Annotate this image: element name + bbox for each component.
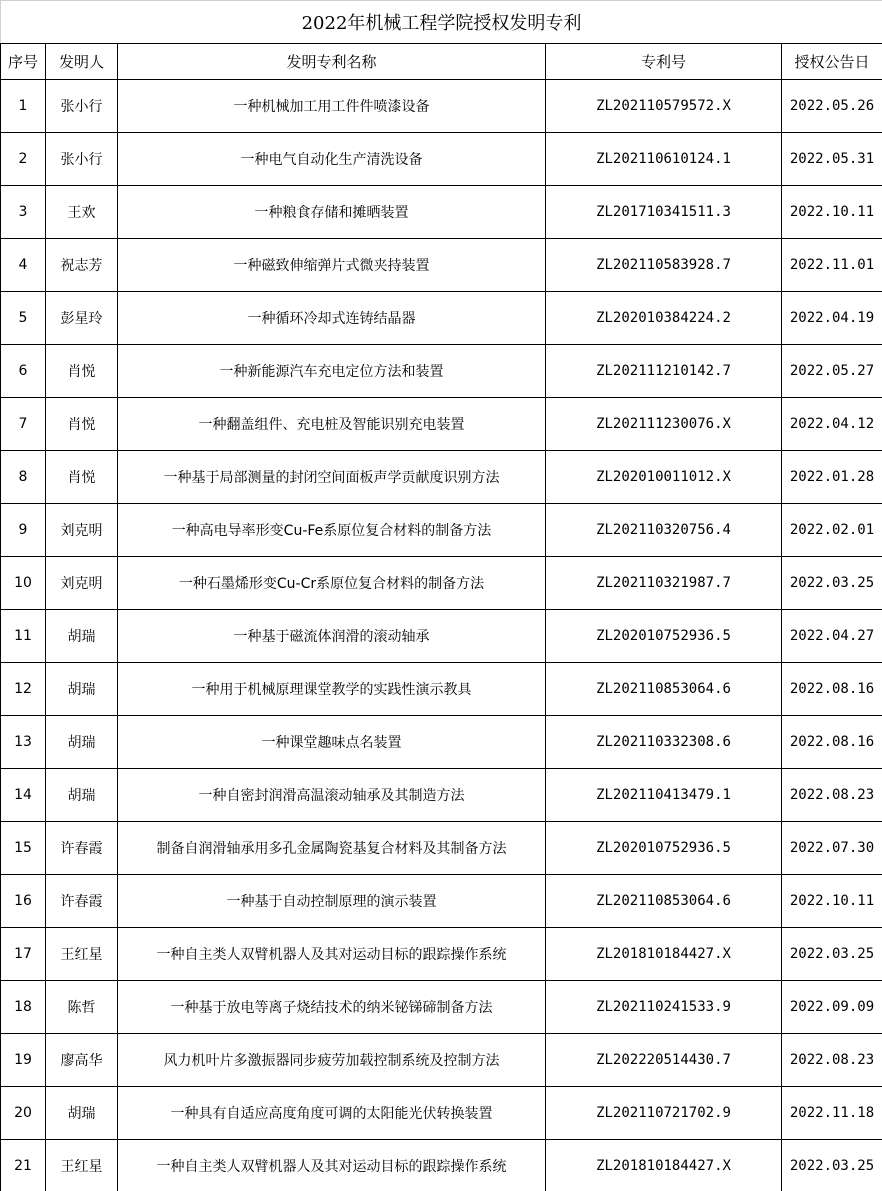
cell-grant-date: 2022.08.16 [782,663,882,716]
cell-inventor: 张小行 [46,80,118,133]
table-row [1,398,882,451]
cell-index: 12 [1,663,46,716]
cell-patent-number: ZL202110332308.6 [546,716,782,769]
cell-inventor: 肖悦 [46,345,118,398]
cell-index: 18 [1,981,46,1034]
cell-grant-date: 2022.11.01 [782,239,882,292]
table-row [1,928,882,981]
header-patent-name: 发明专利名称 [118,44,546,80]
cell-index: 5 [1,292,46,345]
table-row [1,1140,882,1191]
cell-patent-name: 一种电气自动化生产清洗设备 [118,133,546,186]
cell-index: 1 [1,80,46,133]
cell-patent-number: ZL202110321987.7 [546,557,782,610]
cell-grant-date: 2022.03.25 [782,557,882,610]
cell-patent-number: ZL202010752936.5 [546,822,782,875]
cell-inventor: 王红星 [46,1140,118,1191]
cell-index: 8 [1,451,46,504]
cell-patent-name: 一种具有自适应高度角度可调的太阳能光伏转换装置 [118,1087,546,1140]
cell-grant-date: 2022.11.18 [782,1087,882,1140]
cell-patent-number: ZL201810184427.X [546,1140,782,1191]
cell-patent-number: ZL202110583928.7 [546,239,782,292]
cell-patent-name: 一种基于放电等离子烧结技术的纳米铋锑碲制备方法 [118,981,546,1034]
cell-patent-number: ZL202110320756.4 [546,504,782,557]
cell-inventor: 胡瑞 [46,663,118,716]
table-row [1,822,882,875]
table-row [1,663,882,716]
cell-index: 3 [1,186,46,239]
table-row [1,239,882,292]
cell-grant-date: 2022.04.19 [782,292,882,345]
table-body [1,80,882,1191]
cell-index: 13 [1,716,46,769]
cell-grant-date: 2022.05.31 [782,133,882,186]
cell-inventor: 王欢 [46,186,118,239]
header-grant-date: 授权公告日 [782,44,882,80]
cell-grant-date: 2022.08.23 [782,1034,882,1087]
table-row [1,875,882,928]
cell-grant-date: 2022.05.26 [782,80,882,133]
cell-inventor: 刘克明 [46,504,118,557]
cell-grant-date: 2022.03.25 [782,928,882,981]
cell-patent-number: ZL202110853064.6 [546,663,782,716]
table-row [1,186,882,239]
cell-index: 6 [1,345,46,398]
cell-grant-date: 2022.01.28 [782,451,882,504]
cell-patent-number: ZL202010384224.2 [546,292,782,345]
cell-patent-name: 一种磁致伸缩弹片式微夹持装置 [118,239,546,292]
cell-inventor: 胡瑞 [46,1087,118,1140]
cell-inventor: 廖高华 [46,1034,118,1087]
cell-patent-number: ZL201710341511.3 [546,186,782,239]
header-patent-number: 专利号 [546,44,782,80]
cell-grant-date: 2022.08.16 [782,716,882,769]
cell-index: 9 [1,504,46,557]
table-row [1,292,882,345]
cell-index: 17 [1,928,46,981]
cell-inventor: 胡瑞 [46,769,118,822]
table-row [1,504,882,557]
cell-index: 10 [1,557,46,610]
cell-patent-number: ZL202010752936.5 [546,610,782,663]
cell-index: 7 [1,398,46,451]
cell-patent-name: 一种基于自动控制原理的演示装置 [118,875,546,928]
cell-patent-number: ZL202110610124.1 [546,133,782,186]
cell-patent-number: ZL202111230076.X [546,398,782,451]
cell-patent-number: ZL202110241533.9 [546,981,782,1034]
cell-patent-name: 一种机械加工用工件件喷漆设备 [118,80,546,133]
cell-grant-date: 2022.09.09 [782,981,882,1034]
cell-index: 11 [1,610,46,663]
header-row [1,44,882,80]
cell-grant-date: 2022.05.27 [782,345,882,398]
cell-inventor: 彭星玲 [46,292,118,345]
cell-patent-name: 一种用于机械原理课堂教学的实践性演示教具 [118,663,546,716]
cell-index: 21 [1,1140,46,1191]
table-title: 2022年机械工程学院授权发明专利 [1,1,882,44]
cell-grant-date: 2022.02.01 [782,504,882,557]
cell-index: 16 [1,875,46,928]
table-row [1,981,882,1034]
cell-inventor: 许春霞 [46,875,118,928]
cell-index: 19 [1,1034,46,1087]
cell-patent-number: ZL202110721702.9 [546,1087,782,1140]
cell-inventor: 刘克明 [46,557,118,610]
cell-patent-name: 一种粮食存储和摊晒装置 [118,186,546,239]
cell-inventor: 王红星 [46,928,118,981]
cell-patent-number: ZL202110853064.6 [546,875,782,928]
table-row [1,1034,882,1087]
cell-index: 20 [1,1087,46,1140]
cell-grant-date: 2022.03.25 [782,1140,882,1191]
cell-patent-number: ZL202111210142.7 [546,345,782,398]
header-inventor: 发明人 [46,44,118,80]
cell-patent-name: 一种翻盖组件、充电桩及智能识别充电装置 [118,398,546,451]
table-row [1,80,882,133]
table-row [1,557,882,610]
cell-patent-name: 制备自润滑轴承用多孔金属陶瓷基复合材料及其制备方法 [118,822,546,875]
cell-patent-number: ZL202220514430.7 [546,1034,782,1087]
cell-inventor: 肖悦 [46,398,118,451]
cell-index: 15 [1,822,46,875]
cell-index: 4 [1,239,46,292]
cell-inventor: 胡瑞 [46,610,118,663]
cell-grant-date: 2022.10.11 [782,186,882,239]
cell-patent-name: 一种基于局部测量的封闭空间面板声学贡献度识别方法 [118,451,546,504]
cell-patent-number: ZL201810184427.X [546,928,782,981]
table-row [1,716,882,769]
cell-patent-name: 一种高电导率形变Cu-Fe系原位复合材料的制备方法 [118,504,546,557]
table-row [1,133,882,186]
cell-patent-name: 一种基于磁流体润滑的滚动轴承 [118,610,546,663]
cell-inventor: 肖悦 [46,451,118,504]
cell-grant-date: 2022.04.27 [782,610,882,663]
cell-patent-name: 一种自主类人双臂机器人及其对运动目标的跟踪操作系统 [118,1140,546,1191]
cell-patent-name: 风力机叶片多激振器同步疲劳加载控制系统及控制方法 [118,1034,546,1087]
title-row [1,1,882,44]
cell-patent-number: ZL202110579572.X [546,80,782,133]
cell-index: 2 [1,133,46,186]
cell-grant-date: 2022.07.30 [782,822,882,875]
cell-grant-date: 2022.08.23 [782,769,882,822]
cell-patent-name: 一种循环冷却式连铸结晶器 [118,292,546,345]
cell-patent-name: 一种自密封润滑高温滚动轴承及其制造方法 [118,769,546,822]
cell-inventor: 许春霞 [46,822,118,875]
cell-inventor: 张小行 [46,133,118,186]
cell-inventor: 祝志芳 [46,239,118,292]
table-row [1,610,882,663]
cell-grant-date: 2022.04.12 [782,398,882,451]
cell-grant-date: 2022.10.11 [782,875,882,928]
table-row [1,451,882,504]
cell-index: 14 [1,769,46,822]
table-row [1,1087,882,1140]
cell-patent-name: 一种自主类人双臂机器人及其对运动目标的跟踪操作系统 [118,928,546,981]
cell-patent-number: ZL202010011012.X [546,451,782,504]
cell-inventor: 陈哲 [46,981,118,1034]
table-row [1,769,882,822]
cell-patent-name: 一种课堂趣味点名装置 [118,716,546,769]
cell-patent-number: ZL202110413479.1 [546,769,782,822]
cell-patent-name: 一种新能源汽车充电定位方法和装置 [118,345,546,398]
cell-patent-name: 一种石墨烯形变Cu-Cr系原位复合材料的制备方法 [118,557,546,610]
cell-inventor: 胡瑞 [46,716,118,769]
header-index: 序号 [1,44,46,80]
table-row [1,345,882,398]
